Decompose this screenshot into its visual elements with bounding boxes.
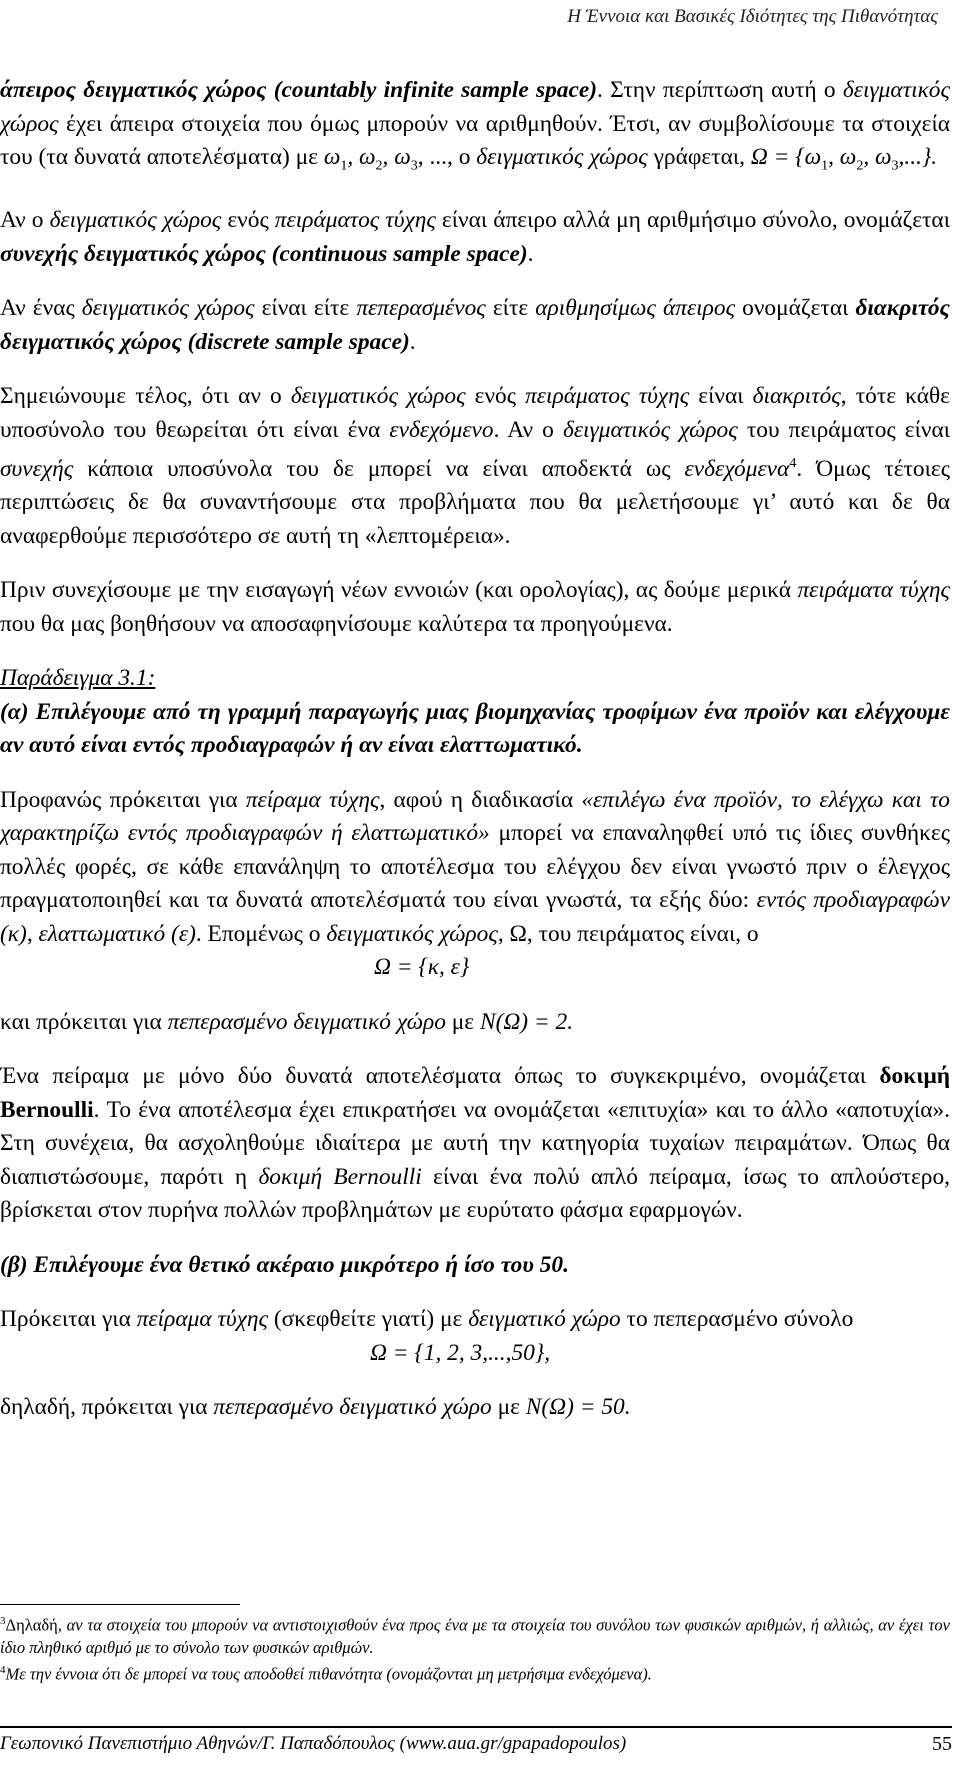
paragraph-example-b-solution: Πρόκειται για πείραμα τύχης (σκεφθείτε γιατί) με δειγματικό χώρο το πεπερασμένο σύνολο	[0, 1306, 854, 1333]
formula-n-omega-2: N(Ω) = 2.	[479, 1008, 574, 1035]
example-b: (β) Επιλέγουμε ένα θετικό ακέραιο μικρότερο ή ίσο του 50.	[0, 1251, 569, 1278]
footnote-separator	[0, 1604, 240, 1605]
paragraph-bernoulli: Ένα πείραμα με μόνο δύο δυνατά αποτελέσματα όπως το συγκεκριμένο, ονομάζεται δοκιμή Bernoulli. Το ένα αποτέλεσμα έχει επικρατήσει να ονομάζεται «επιτυχία» και το άλλο «αποτυχία». Στη συνέχεια, θα ασχοληθούμε ιδιαίτερα με αυτή την κατηγορία τυχαίων πειραμάτων. Όπως θα διαπιστώσουμε, παρότι η δοκιμή Bernoulli είναι ένα πολύ απλό πείραμα, ίσως το απλούστερο, βρίσκεται στον πυρήνα πολλών προβλημάτων με ευρύτατο φάσμα εφαρμογών.	[0, 1063, 950, 1224]
main-content	[0, 74, 950, 1446]
paragraph-intro-examples: Πριν συνεχίσουμε με την εισαγωγή νέων εννοιών (και ορολογίας), ας δούμε μερικά πειράματα τύχης που θα μας βοηθήσουν να αποσαφηνίσουμε καλύτερα τα προηγούμενα.	[0, 577, 951, 637]
footnote-4: $^4$Με την έννοια ότι δε μπορεί να τους αποδοθεί πιθανότητα (ονομάζονται μη μετρήσιμα ενδεχόμενα).	[0, 1663, 652, 1683]
paragraph-events-note: Σημειώνουμε τέλος, ότι αν ο δειγματικός χώρος ενός πειράματος τύχης είναι διακριτός, τότε κάθε υποσύνολο του θεωρείται ότι είναι ένα ενδεχόμενο. Αν ο δειγματικός χώρος του πειράματος είναι συνεχής κάποια υποσύνολα του δε μπορεί να είναι αποδεκτά ως ενδεχόμενα$^4$. Όμως τέτοιες περιπτώσεις δε θα συναντήσουμε στα προβλήματα που θα μελετήσουμε γι’ αυτό και δε θα αναφερθούμε περισσότερο σε αυτή τη «λεπτομέρεια».	[0, 383, 951, 549]
term-bernoulli: δοκιμή Bernoulli	[0, 1063, 950, 1123]
footer-text: Γεωπονικό Πανεπιστήμιο Αθηνών/Γ. Παπαδόπουλος (www.aua.gr/gpapadopoulos)	[0, 1733, 627, 1754]
paragraph-continuous: Αν ο δειγματικός χώρος ενός πειράματος τύχης είναι άπειρο αλλά μη αριθμήσιμο σύνολο, ονομάζεται συνεχής δειγματικός χώρος (continuous sample space).	[0, 207, 950, 267]
paragraph-finite-space-50: δηλαδή, πρόκειται για πεπερασμένο δειγματικό χώρο με N(Ω) = 50.	[0, 1394, 631, 1421]
term-countably-infinite: άπειρος δειγματικός χώρος (countably infinite sample space)	[0, 77, 598, 103]
running-header: Η Έννοια και Βασικές Ιδιότητες της Πιθανότητας	[567, 6, 938, 27]
term-discrete: διακριτός δειγματικός χώρος (discrete sample space)	[0, 295, 950, 355]
footer-separator	[0, 1726, 952, 1728]
formula-omega-1-50: Ω = {1, 2, 3,...,50},	[370, 1339, 551, 1366]
sample-space-formula: $\Omega = \{\omega_1$, $\omega_2$, $\omega_3$,...}.	[750, 144, 938, 174]
footnote-ref-4: 4	[789, 456, 797, 472]
formula-omega-k-e: Ω = {κ, ε}	[374, 954, 470, 981]
paragraph-finite-space-2: και πρόκειται για πεπερασμένο δειγματικό χώρο με N(Ω) = 2.	[0, 1008, 574, 1035]
formula-n-omega-50: N(Ω) = 50.	[525, 1394, 631, 1421]
omega-sequence: $\omega_1$, $\omega_2$, $\omega_3$	[323, 144, 418, 174]
paragraph-example-a-solution: Προφανώς πρόκειται για πείραμα τύχης, αφού η διαδικασία «επιλέγω ένα προϊόν, το ελέγχω και το χαρακτηρίζω εντός προδιαγραφών ή ελαττωματικό» μπορεί να επαναληφθεί υπό τις ίδιες συνθήκες πολλές φορές, σε κάθε επανάληψη το αποτέλεσμα του ελέγχου δεν είναι γνωστό πριν ο έλεγχος πραγματοποιηθεί και τα δυνατά αποτελέσματά του είναι γνωστά, τα εξής δύο: εντός προδιαγραφών (κ), ελαττωματικό (ε). Επομένως ο δειγματικός χώρος, Ω, του πειράματος είναι, ο	[0, 786, 950, 947]
example-title: Παράδειγμα 3.1:	[0, 665, 156, 692]
term-continuous: συνεχής δειγματικός χώρος (continuous sample space)	[0, 240, 528, 267]
paragraph-discrete: Αν ένας δειγματικός χώρος είναι είτε πεπερασμένος είτε αριθμησίμως άπειρος ονομάζεται διακριτός δειγματικός χώρος (discrete sample space).	[0, 295, 950, 355]
page-footer	[0, 1733, 952, 1755]
footnote-3: $^3$Δηλαδή, αν τα στοιχεία του μπορούν να αντιστοιχισθούν ένα προς ένα με τα στοιχεία του συνόλου των φυσικών αριθμών, ή αλλιώς, αν έχει τον ίδιο πληθικό αριθμό με το σύνολο των φυσικών αριθμών.	[0, 1615, 950, 1657]
example-a: (α) Επιλέγουμε από τη γραμμή παραγωγής μιας βιομηχανίας τροφίμων ένα προϊόν και ελέγχουμε αν αυτό είναι εντός προδιαγραφών ή αν είναι ελαττωματικό.	[0, 698, 950, 759]
paragraph-countably-infinite: άπειρος δειγματικός χώρος (countably infinite sample space). Στην περίπτωση αυτή ο δειγματικός χώρος έχει άπειρα στοιχεία που όμως μπορούν να αριθμηθούν. Έτσι, αν συμβολίσουμε τα στοιχεία του (τα δυνατά αποτελέσματα) με $\omega_1$, $\omega_2$, $\omega_3$, ..., ο δειγματικός χώρος γράφεται, $\Omega = \{\omega_1$, $\omega_2$, $\omega_3$,...}.	[0, 77, 950, 174]
footnotes	[0, 1610, 950, 1685]
page-number: 55	[932, 1733, 952, 1755]
